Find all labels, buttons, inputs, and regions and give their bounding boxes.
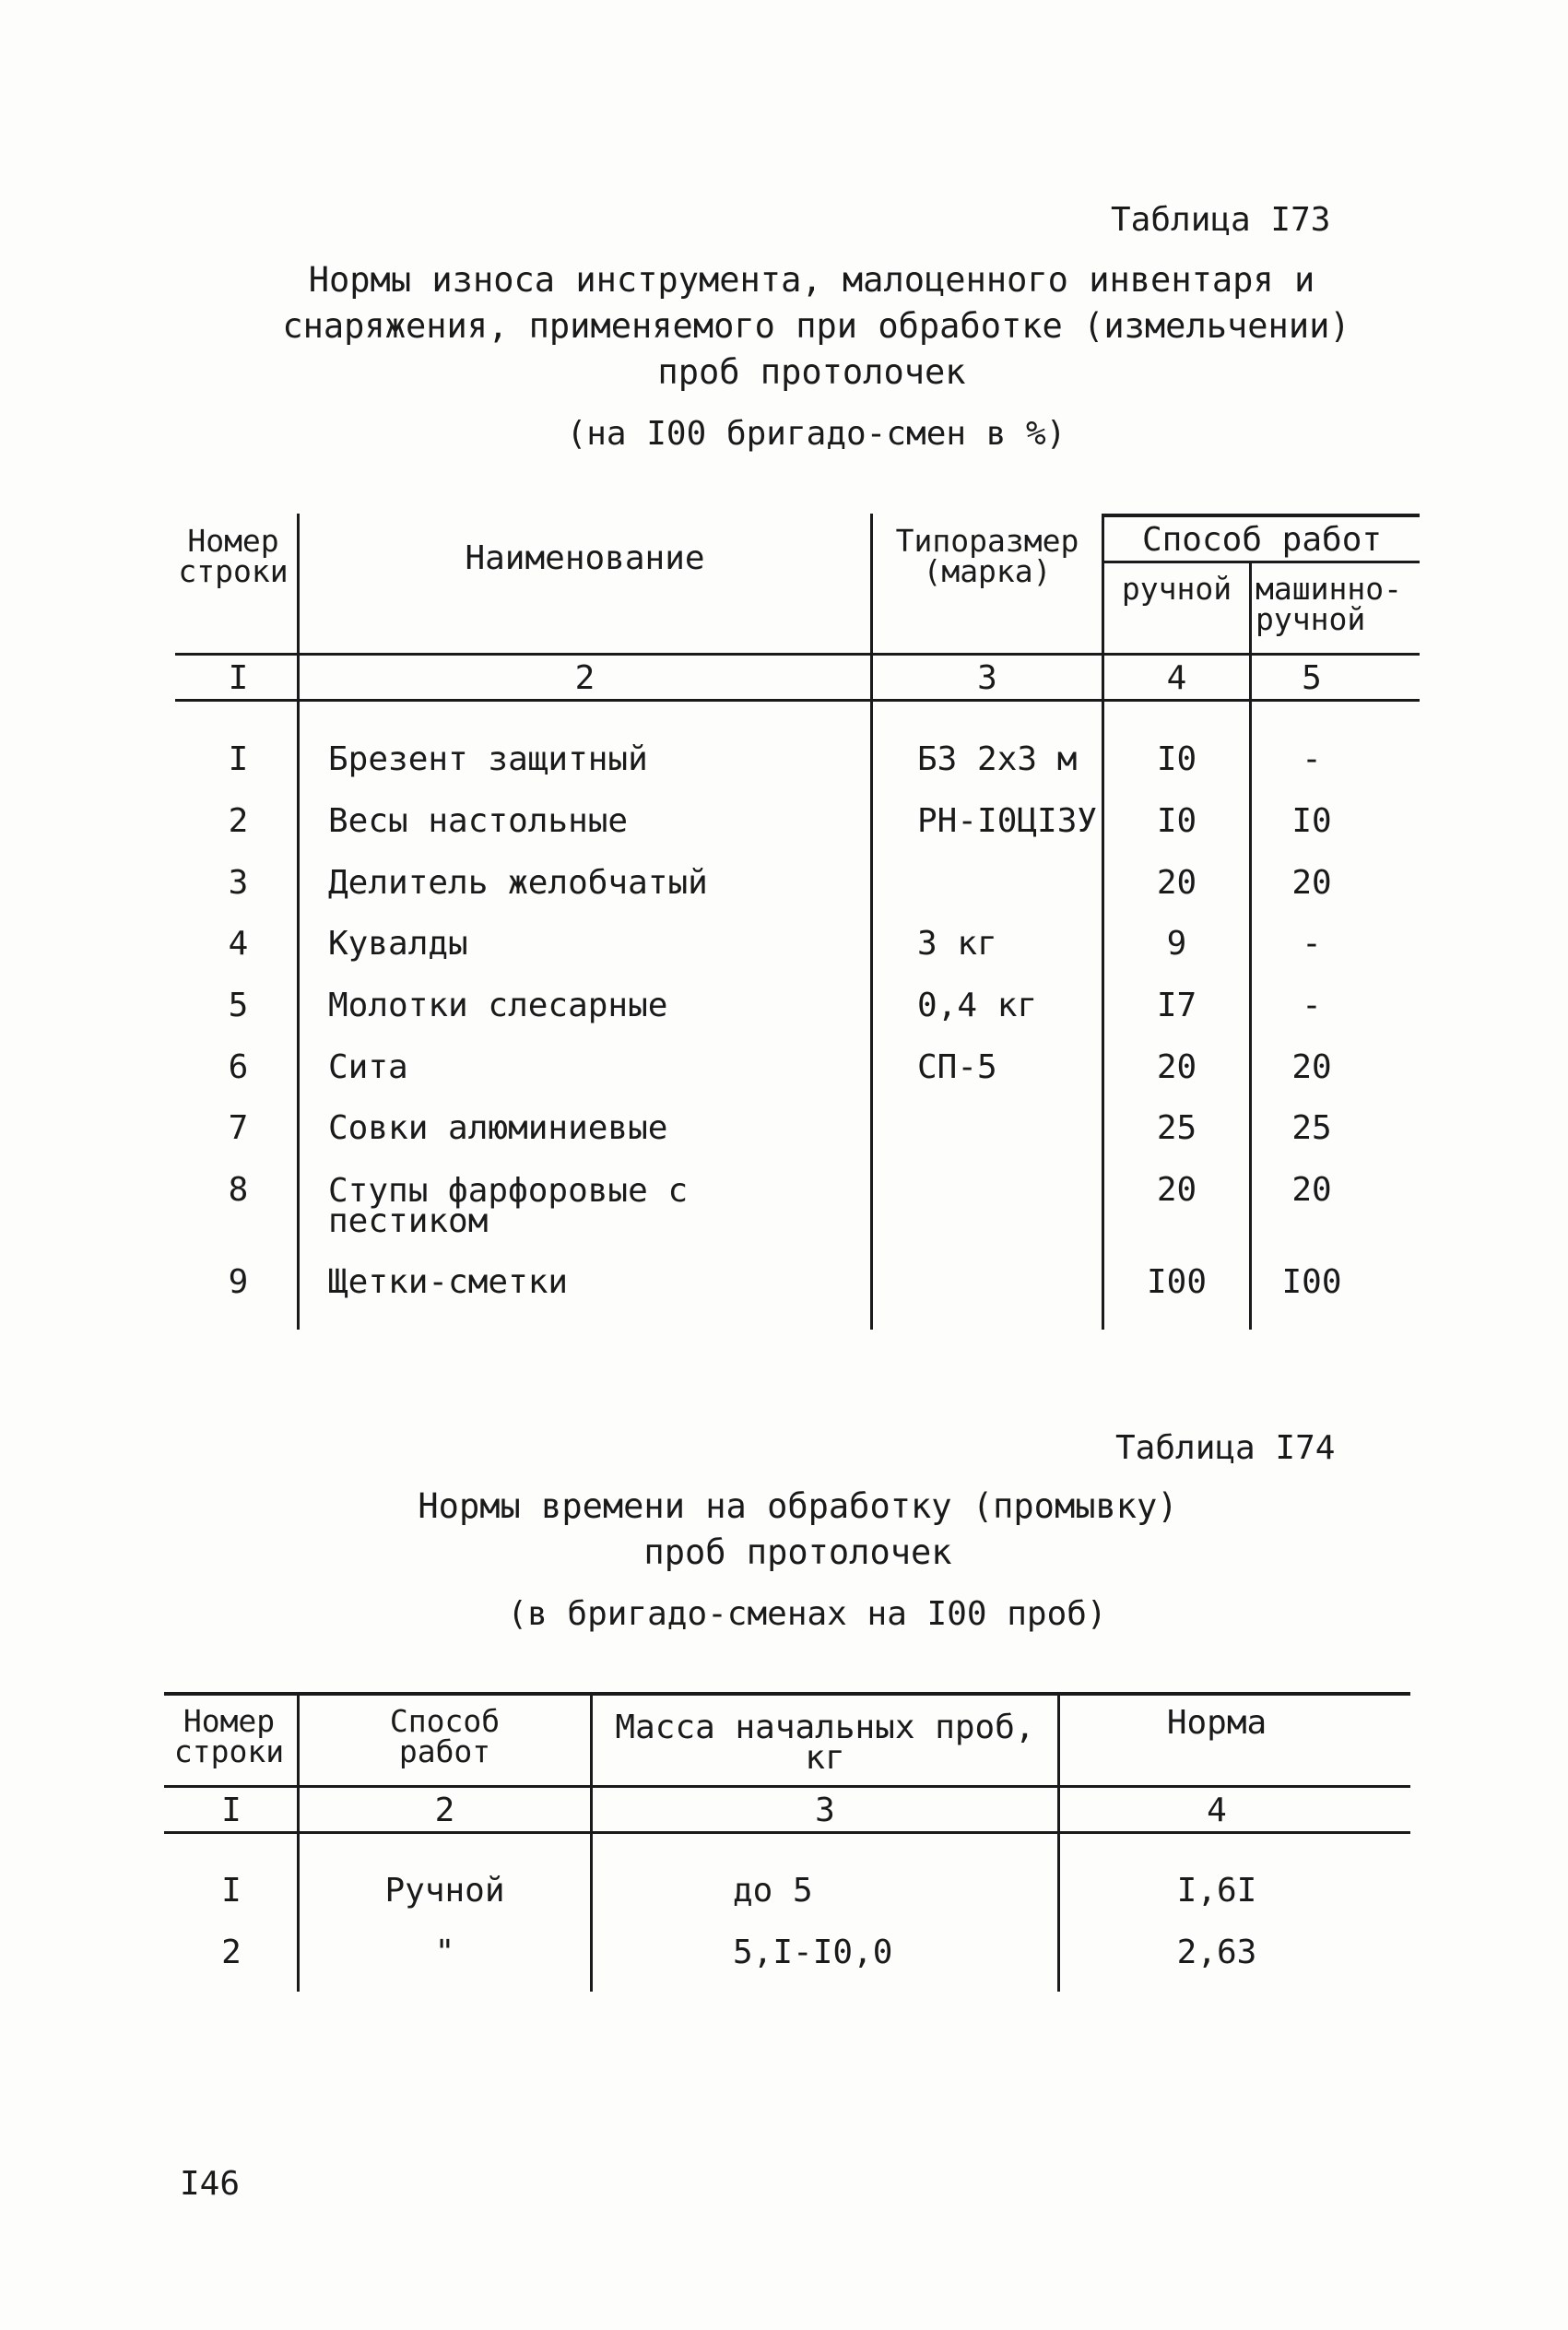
row-manual: I0	[1156, 740, 1197, 778]
row-num: 9	[228, 1263, 249, 1301]
table173-colnum: 4	[1166, 659, 1187, 697]
row-method: "	[434, 1934, 455, 1971]
row-name: Совки алюминиевые	[328, 1109, 668, 1147]
row-mech: -	[1302, 925, 1322, 963]
row-manual: I00	[1146, 1263, 1208, 1301]
table173-method-rule	[1102, 561, 1420, 563]
row-norm: 2,63	[1176, 1934, 1257, 1971]
row-manual: I7	[1156, 987, 1197, 1024]
table173-title-line-2: снаряжения, применяемого при обработке (измельчении)	[282, 306, 1350, 346]
table174-title-line-2: проб протолочек	[643, 1532, 952, 1572]
row-mech: 20	[1291, 864, 1332, 902]
row-size: 3 кг	[917, 925, 997, 963]
table173-colnum: 2	[574, 659, 595, 697]
row-num: I	[228, 740, 249, 778]
row-name: Кувалды	[328, 925, 468, 963]
row-num: 7	[228, 1109, 249, 1147]
row-manual: 9	[1166, 925, 1187, 963]
row-name: Делитель желобчатый	[328, 864, 708, 902]
row-size: СП-5	[917, 1048, 997, 1086]
row-mech: I0	[1291, 802, 1332, 840]
table174-colnum: I	[221, 1792, 242, 1829]
table174-title-line-1: Нормы времени на обработку (промывку)	[418, 1486, 1178, 1526]
table174-header-norm: Норма	[1166, 1704, 1267, 1742]
row-norm: I,6I	[1176, 1872, 1257, 1910]
table173-header-manual: ручной	[1121, 571, 1232, 607]
table173-colnum-rule	[175, 699, 1420, 702]
row-manual: 20	[1156, 864, 1197, 902]
row-num: 3	[228, 864, 249, 902]
row-mech: -	[1302, 740, 1322, 778]
row-num: 8	[228, 1171, 249, 1209]
row-mech: 20	[1291, 1048, 1332, 1086]
row-name: Молотки слесарные	[328, 987, 668, 1024]
row-num: 5	[228, 987, 249, 1024]
row-num: I	[221, 1872, 242, 1910]
row-mech: 25	[1291, 1109, 1332, 1147]
table174-header-mass: Масса начальных проб, кг	[615, 1709, 1035, 1777]
table173-title-line-3: проб протолочек	[657, 352, 966, 392]
row-num: 2	[228, 802, 249, 840]
table173-header-rule	[175, 653, 1420, 656]
row-name: Ступы фарфоровые с пестиком	[328, 1172, 689, 1240]
table174-header-method: Способ работ	[389, 1703, 501, 1769]
table174-colnum: 4	[1207, 1792, 1227, 1829]
row-size: БЗ 2х3 м	[917, 740, 1078, 778]
table173-vline-1	[297, 514, 300, 1330]
table173-label: Таблица I73	[1111, 201, 1331, 239]
table173-header-name: Наименование	[465, 539, 705, 577]
table173-header-mech: машинно- ручной	[1256, 571, 1402, 637]
row-manual: 25	[1156, 1109, 1197, 1147]
table173-colnum: 3	[977, 659, 997, 697]
row-manual: I0	[1156, 802, 1197, 840]
row-manual: 20	[1156, 1171, 1197, 1209]
table173-unit: (на I00 бригадо-смен в %)	[566, 415, 1067, 453]
row-mass: до 5	[733, 1872, 813, 1910]
table173-colnum: 5	[1302, 659, 1322, 697]
row-name: Щетки-сметки	[328, 1263, 569, 1301]
row-manual: 20	[1156, 1048, 1197, 1086]
table174-unit: (в бригадо-сменах на I00 проб)	[507, 1595, 1107, 1633]
row-name: Весы настольные	[328, 802, 629, 840]
page-number: I46	[180, 2165, 241, 2203]
row-num: 4	[228, 925, 249, 963]
row-mech: I00	[1281, 1263, 1342, 1301]
table173-header-num: Номер строки	[178, 523, 289, 589]
table173-vline-2	[870, 514, 873, 1330]
table174-header-rule	[164, 1785, 1410, 1788]
row-mass: 5,I-I0,0	[733, 1934, 893, 1971]
table174-colnum-rule	[164, 1831, 1410, 1834]
row-method: Ручной	[384, 1872, 505, 1910]
row-mech: -	[1302, 987, 1322, 1024]
table174-colnum: 2	[434, 1792, 455, 1829]
row-mech: 20	[1291, 1171, 1332, 1209]
table173-title-line-1: Нормы износа инструмента, малоценного инвентаря и	[308, 260, 1315, 300]
table174-top-rule	[164, 1692, 1410, 1696]
row-num: 6	[228, 1048, 249, 1086]
row-size: 0,4 кг	[917, 987, 1038, 1024]
table174-label: Таблица I74	[1115, 1429, 1336, 1467]
table174-header-num: Номер строки	[173, 1703, 285, 1769]
table173-header-method: Способ работ	[1141, 521, 1383, 559]
table174-colnum: 3	[815, 1792, 835, 1829]
table173-header-size: Типоразмер (марка)	[895, 523, 1079, 589]
row-name: Брезент защитный	[328, 740, 648, 778]
table173-colnum: I	[228, 659, 249, 697]
table173-top-rule	[1102, 514, 1420, 517]
row-name: Сита	[328, 1048, 408, 1086]
row-num: 2	[221, 1934, 242, 1971]
row-size: РН-I0ЦI3У	[917, 802, 1098, 840]
